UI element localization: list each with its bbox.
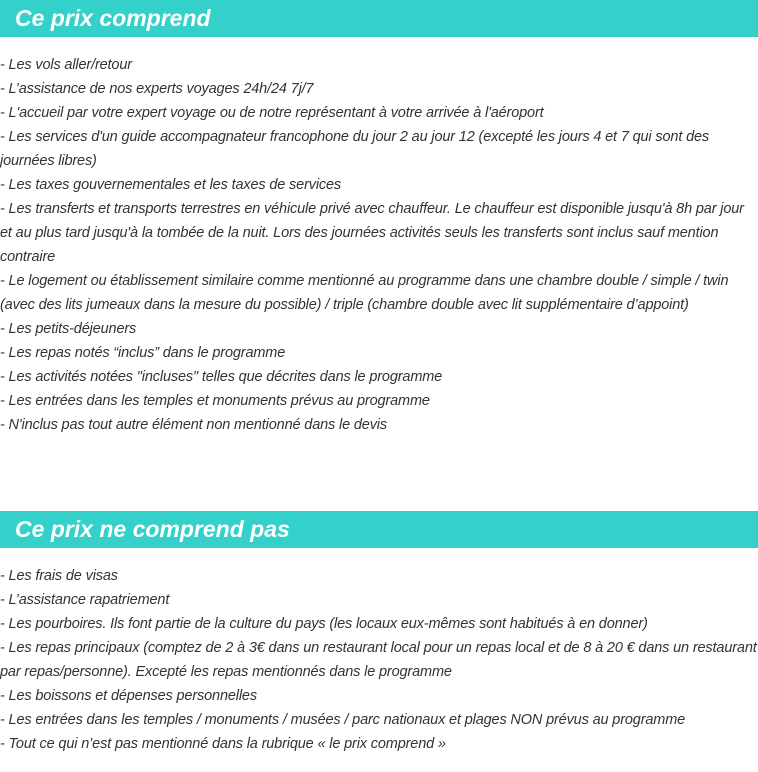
includes-item: - L’assistance de nos experts voyages 24h/24 7j/7 [0,81,314,97]
excludes-item: - Les pourboires. Ils font partie de la culture du pays (les locaux eux-mêmes sont habitués à en donner) [0,616,648,632]
includes-item: - Les transferts et transports terrestres en véhicule privé avec chauffeur. Le chauffeur est disponible jusqu'à 8h par jour et au plus tard jusqu'à la tombée de la nuit. Lors des journées activités seuls les transferts sont inclus sauf mention contraire [0,201,744,265]
excludes-item: - Les boissons et dépenses personnelles [0,688,257,704]
includes-item: - Les entrées dans les temples et monuments prévus au programme [0,393,430,409]
includes-item: - Les taxes gouvernementales et les taxes de services [0,177,342,193]
excludes-item: - Les frais de visas [0,568,118,584]
excludes-item: - Les entrées dans les temples / monuments / musées / parc nationaux et plages NON prévus au programme [0,712,686,728]
excludes-item: - Les repas principaux (comptez de 2 à 3€ dans un restaurant local pour un repas local et de 8 à 20 € dans un restaurant par repas/personne). Excepté les repas mentionnés dans le programme [0,640,757,680]
includes-item: - Les services d'un guide accompagnateur francophone du jour 2 au jour 12 (excepté les jours 4 et 7 qui sont des journées libres) [0,129,710,169]
includes-list [0,53,758,437]
includes-item: - Les vols aller/retour [0,57,132,73]
includes-item: - Les petits-déjeuners [0,321,137,337]
excludes-item: - L’assistance rapatriement [0,592,170,608]
includes-item: - L'accueil par votre expert voyage ou de notre représentant à votre arrivée à l'aéroport [0,105,544,121]
includes-item: - Le logement ou établissement similaire comme mentionné au programme dans une chambre double / simple / twin (avec des lits jumeaux dans la mesure du possible) / triple (chambre double avec lit supplémentaire d’appoint) [0,273,729,313]
includes-item: - Les repas notés “inclus” dans le programme [0,345,286,361]
includes-item: - N'inclus pas tout autre élément non mentionné dans le devis [0,417,387,433]
includes-item: - Les activités notées "incluses" telles que décrites dans le programme [0,369,443,385]
excludes-list [0,564,758,756]
excludes-section-title: Ce prix ne comprend pas [0,511,758,548]
includes-section-title: Ce prix comprend [0,0,758,37]
excludes-item: - Tout ce qui n’est pas mentionné dans la rubrique « le prix comprend » [0,736,446,752]
